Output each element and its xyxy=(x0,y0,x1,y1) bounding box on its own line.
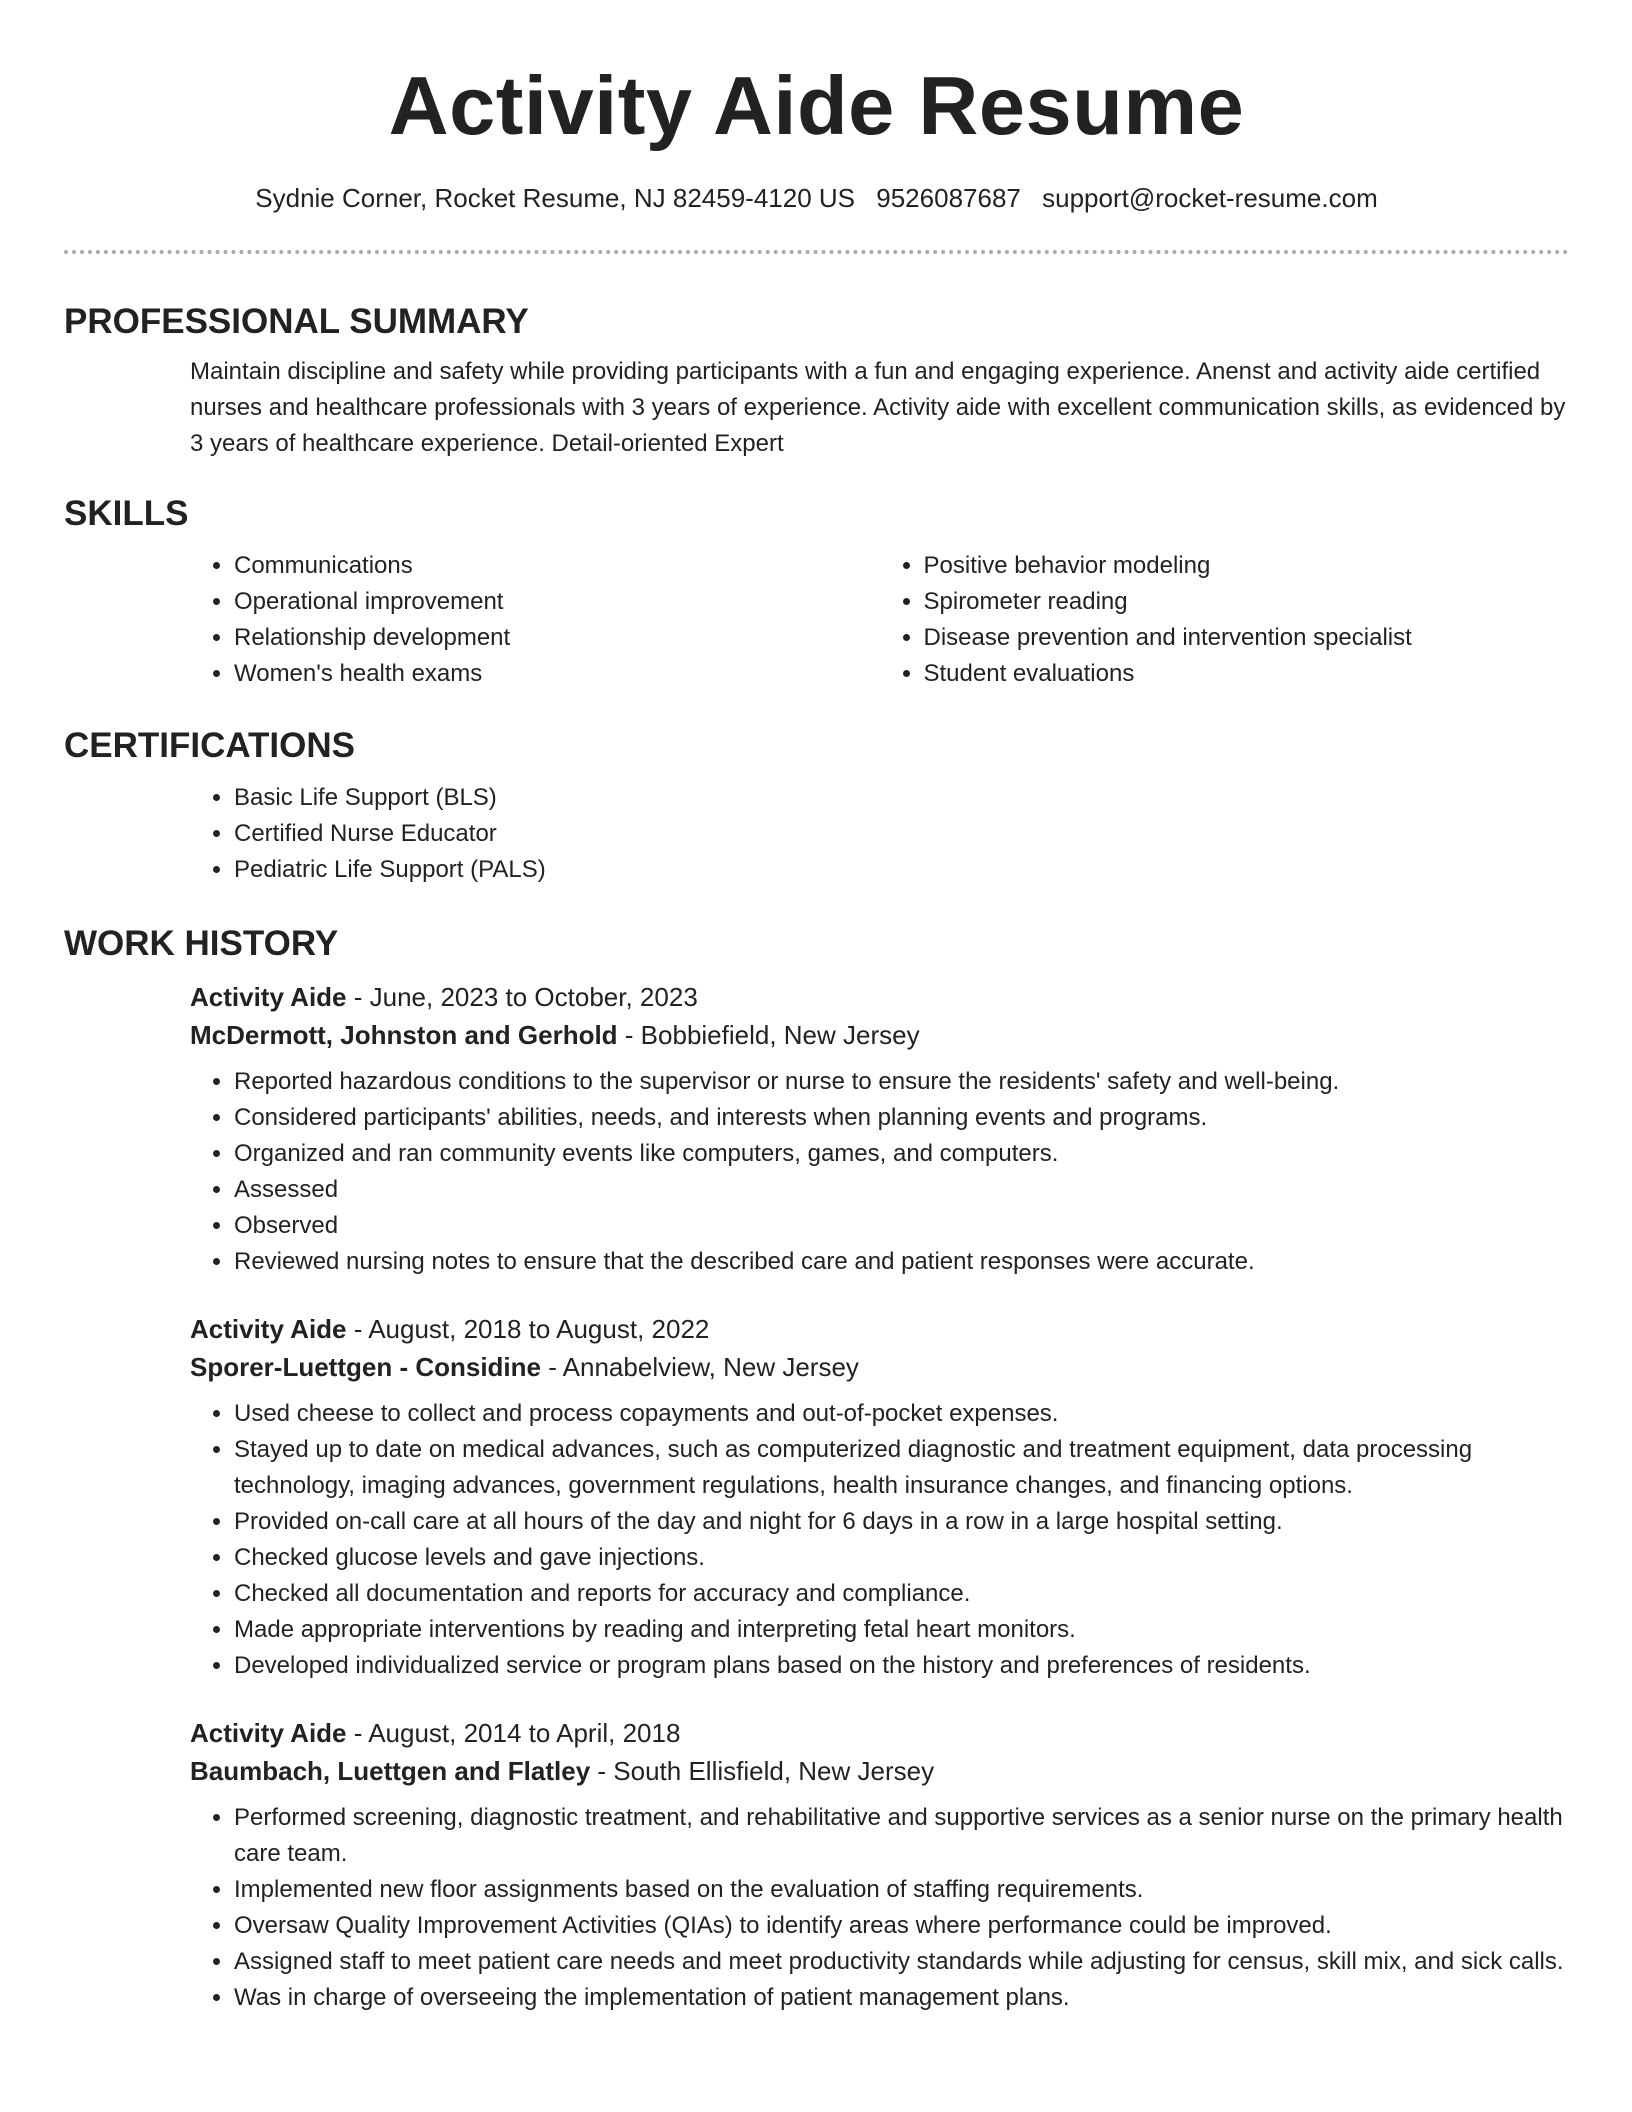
job-company: McDermott, Johnston and Gerhold xyxy=(190,1020,618,1050)
resume-content xyxy=(64,292,1569,2046)
job-bullet: • Oversaw Quality Improvement Activities (QIAs) to identify areas where performance could be improved. xyxy=(234,1908,1569,1944)
job-bullet: • Was in charge of overseeing the implementation of patient management plans. xyxy=(234,1980,1569,2016)
job-title: Activity Aide xyxy=(190,982,347,1012)
job-bullet: • Assessed xyxy=(234,1172,1569,1208)
job-company: Sporer-Luettgen - Considine xyxy=(190,1352,541,1382)
certifications-section xyxy=(64,716,1569,888)
skills-grid xyxy=(190,548,1569,692)
skill-item: • Relationship development xyxy=(234,620,880,656)
job-title-line xyxy=(190,1310,1569,1348)
job-title: Activity Aide xyxy=(190,1718,347,1748)
contact-address: Sydnie Corner, Rocket Resume, NJ 82459-4120 US xyxy=(255,183,856,213)
summary-heading: PROFESSIONAL SUMMARY xyxy=(64,302,529,341)
job-entry xyxy=(190,1714,1569,2016)
skill-item: • Positive behavior modeling xyxy=(924,548,1570,584)
job-location: - Annabelview, New Jersey xyxy=(541,1352,859,1382)
job-dates: - August, 2014 to April, 2018 xyxy=(346,1718,681,1748)
job-dates: - June, 2023 to October, 2023 xyxy=(346,982,698,1012)
skill-item: • Disease prevention and intervention specialist xyxy=(924,620,1570,656)
summary-section xyxy=(64,292,1569,462)
certification-item: • Pediatric Life Support (PALS) xyxy=(234,852,1569,888)
job-bullet: • Reviewed nursing notes to ensure that the described care and patient responses were accurate. xyxy=(234,1244,1569,1280)
job-company: Baumbach, Luettgen and Flatley xyxy=(190,1756,591,1786)
skills-right-list xyxy=(880,548,1570,692)
job-location: - Bobbiefield, New Jersey xyxy=(617,1020,920,1050)
job-bullets xyxy=(190,1396,1569,1684)
certifications-heading: CERTIFICATIONS xyxy=(64,726,356,765)
job-bullet: • Organized and ran community events like computers, games, and computers. xyxy=(234,1136,1569,1172)
job-location: - South Ellisfield, New Jersey xyxy=(590,1756,935,1786)
contact-line xyxy=(64,180,1569,216)
job-bullet: • Used cheese to collect and process copayments and out-of-pocket expenses. xyxy=(234,1396,1569,1432)
job-bullet: • Made appropriate interventions by reading and interpreting fetal heart monitors. xyxy=(234,1612,1569,1648)
job-bullet: • Observed xyxy=(234,1208,1569,1244)
resume-title: Activity Aide Resume xyxy=(388,59,1245,152)
job-bullet: • Checked glucose levels and gave injections. xyxy=(234,1540,1569,1576)
skills-heading: SKILLS xyxy=(64,494,189,533)
summary-text: Maintain discipline and safety while providing participants with a fun and engaging experience. Anenst and activity aide certified nurses and healthcare professionals with 3 years of experience. Activity aide with excellent communication skills, as evidenced by 3 years of healthcare experience. Detail-oriented Expert xyxy=(190,358,1566,457)
work-history-section xyxy=(64,914,1569,2016)
job-dates: - August, 2018 to August, 2022 xyxy=(346,1314,710,1344)
work-history-heading: WORK HISTORY xyxy=(64,924,339,963)
job-bullet: • Checked all documentation and reports for accuracy and compliance. xyxy=(234,1576,1569,1612)
job-company-line xyxy=(190,1348,1569,1386)
header-divider xyxy=(64,250,1569,254)
certification-item: • Basic Life Support (BLS) xyxy=(234,780,1569,816)
job-title-line xyxy=(190,1714,1569,1752)
job-title-line xyxy=(190,978,1569,1016)
job-bullets xyxy=(190,1064,1569,1280)
skill-item: • Communications xyxy=(234,548,880,584)
job-bullet: • Provided on-call care at all hours of the day and night for 6 days in a row in a large hospital setting. xyxy=(234,1504,1569,1540)
job-company-line xyxy=(190,1752,1569,1790)
job-entry xyxy=(190,978,1569,1280)
job-entry xyxy=(190,1310,1569,1684)
certification-item: • Certified Nurse Educator xyxy=(234,816,1569,852)
job-bullet: • Developed individualized service or program plans based on the history and preferences of residents. xyxy=(234,1648,1569,1684)
skill-item: • Operational improvement xyxy=(234,584,880,620)
skill-item: • Women's health exams xyxy=(234,656,880,692)
skills-section xyxy=(64,484,1569,692)
job-bullet: • Reported hazardous conditions to the supervisor or nurse to ensure the residents' safety and well-being. xyxy=(234,1064,1569,1100)
certifications-list xyxy=(190,780,1569,888)
skill-item: • Student evaluations xyxy=(924,656,1570,692)
job-title: Activity Aide xyxy=(190,1314,347,1344)
job-bullet: • Considered participants' abilities, needs, and interests when planning events and programs. xyxy=(234,1100,1569,1136)
job-bullets xyxy=(190,1800,1569,2016)
job-bullet: • Assigned staff to meet patient care needs and meet productivity standards while adjusting for census, skill mix, and sick calls. xyxy=(234,1944,1569,1980)
job-bullet: • Stayed up to date on medical advances, such as computerized diagnostic and treatment equipment, data processing technology, imaging advances, government regulations, health insurance changes, and financing options. xyxy=(234,1432,1569,1504)
contact-phone: 9526087687 xyxy=(876,183,1021,213)
job-company-line xyxy=(190,1016,1569,1054)
skill-item: • Spirometer reading xyxy=(924,584,1570,620)
job-bullet: • Performed screening, diagnostic treatment, and rehabilitative and supportive services as a senior nurse on the primary health care team. xyxy=(234,1800,1569,1872)
contact-email: support@rocket-resume.com xyxy=(1042,183,1378,213)
skills-left-list xyxy=(190,548,880,692)
job-bullet: • Implemented new floor assignments based on the evaluation of staffing requirements. xyxy=(234,1872,1569,1908)
